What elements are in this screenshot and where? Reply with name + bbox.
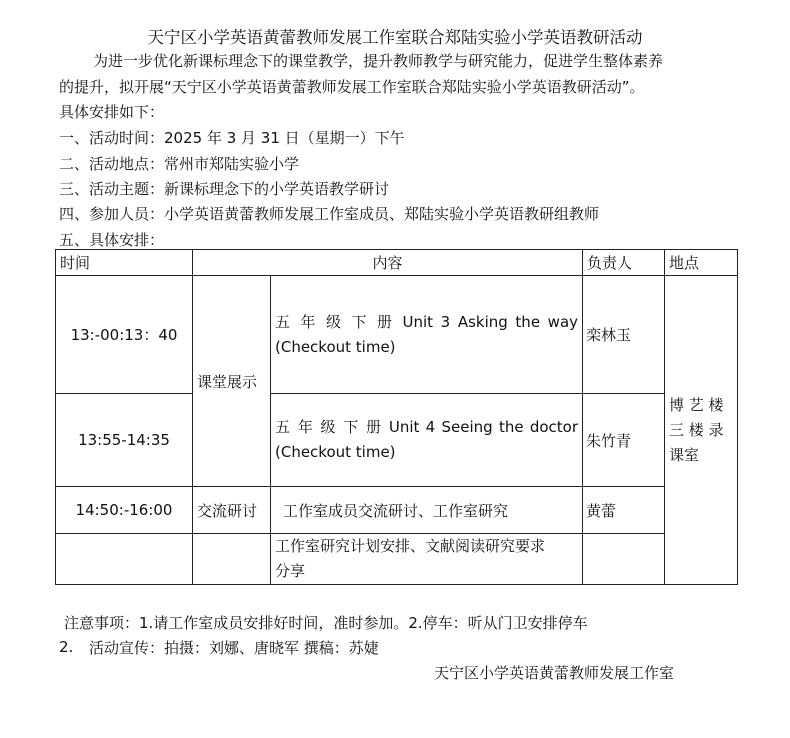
row1-time: 13:-00:13：40 [56,276,193,394]
row1-category [193,276,271,487]
row1-content-line2: (Checkout time) [275,337,396,356]
row1-category-label: 课堂展示 [197,372,258,391]
row1-owner: 栾林玉 [583,276,665,394]
intro-line-3: 具体安排如下： [59,103,165,121]
header-time: 时间 [56,250,193,276]
table-header-row [56,250,738,276]
row2-content-line1: 五 年 级 下 册 Unit 4 Seeing the doctor [275,418,579,436]
row4-owner [583,534,665,585]
table-row [56,487,738,534]
row3-time: 14:50:-16:00 [56,487,193,534]
row2-content-line2: (Checkout time) [275,443,396,461]
notes-line-2: 活动宣传：拍摄：刘娜、唐晓军 撰稿：苏婕 [89,639,379,657]
table-row [56,276,738,394]
row3-content: 工作室成员交流研讨、工作室研究 [271,487,583,534]
item-theme: 三、活动主题：新课标理念下的小学英语教学研讨 [59,180,390,198]
header-owner: 负责人 [583,250,665,276]
row1-content [271,276,583,394]
notes-line-2-number: 2. [59,638,74,656]
header-place: 地点 [665,250,738,276]
item-location: 二、活动地点：常州市郑陆实验小学 [59,155,300,173]
intro-line-2: 的提升，拟开展“天宁区小学英语黄蕾教师发展工作室联合郑陆实验小学英语教研活动”。 [59,78,645,96]
schedule-table [55,249,738,585]
item-time: 一、活动时间：2025 年 3 月 31 日（星期一）下午 [59,129,405,147]
row2-time: 13:55-14:35 [56,394,193,487]
row3-category: 交流研讨 [193,487,271,534]
place-line-3: 课室 [669,445,700,464]
document-title: 天宁区小学英语黄蕾教师发展工作室联合郑陆实验小学英语教研活动 [147,28,643,47]
place-line-2: 三 楼 录 [669,420,724,439]
row4-category [193,534,271,585]
table-row [56,394,738,487]
item-participants: 四、参加人员：小学英语黄蕾教师发展工作室成员、郑陆实验小学英语教研组教师 [59,205,600,223]
header-content: 内容 [193,250,583,276]
place-cell [665,276,738,585]
notes-line-1: 注意事项：1.请工作室成员安排好时间，准时参加。2.停车：听从门卫安排停车 [64,614,588,632]
row3-owner: 黄蕾 [583,487,665,534]
row4-content-line2: 分享 [275,562,306,580]
item-schedule: 五、具体安排： [59,231,165,249]
place-line-1: 博 艺 楼 [669,395,724,414]
footer-signature: 天宁区小学英语黄蕾教师发展工作室 [434,664,675,682]
row4-time [56,534,193,585]
table-row [56,534,738,585]
row2-content [271,394,583,487]
row1-content-line1: 五 年 级 下 册 Unit 3 Asking the way [275,312,579,331]
intro-line-1: 为进一步优化新课标理念下的课堂教学，提升教师教学与研究能力，促进学生整体素养 [93,52,664,70]
row2-owner: 朱竹青 [583,394,665,487]
row4-content [271,534,583,585]
row4-content-line1: 工作室研究计划安排、文献阅读研究要求 [275,537,546,555]
